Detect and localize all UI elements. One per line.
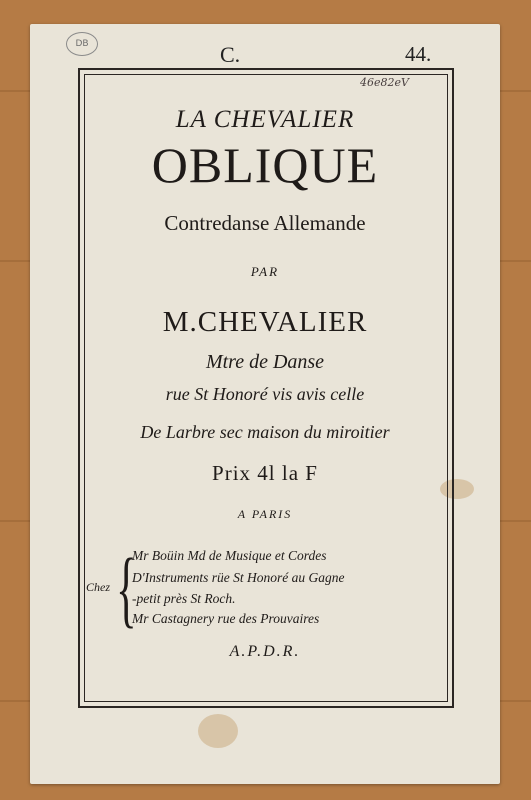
title-line-1: LA CHEVALIER bbox=[175, 106, 355, 133]
place: A PARIS bbox=[237, 507, 293, 521]
shelf-letter: C. bbox=[220, 42, 241, 67]
par-label: PAR bbox=[250, 264, 280, 279]
price: Prix 4l la F bbox=[212, 461, 318, 485]
sellers-label: Chez bbox=[86, 580, 110, 594]
address-line-1: rue St Honoré vis avis celle bbox=[165, 384, 365, 404]
author-name: M.CHEVALIER bbox=[162, 306, 368, 338]
library-stamp: DB bbox=[66, 32, 98, 56]
author-role: Mtre de Danse bbox=[205, 351, 325, 373]
seller-line: -petit près St Roch. bbox=[132, 591, 236, 606]
engraved-title-page bbox=[30, 24, 500, 784]
pencil-annotation: 46e82eV bbox=[360, 76, 409, 89]
page-number: 44. bbox=[405, 42, 432, 66]
privilege-mark: A.P.D.R. bbox=[229, 643, 301, 660]
seller-line: Mr Boüin Md de Musique et Cordes bbox=[132, 548, 327, 563]
brace-icon: { bbox=[116, 540, 137, 636]
address-line-2: De Larbre sec maison du miroitier bbox=[140, 422, 390, 442]
seller-line: D'Instruments rüe St Honoré au Gagne bbox=[132, 570, 345, 585]
seller-line: Mr Castagnery rue des Prouvaires bbox=[132, 611, 320, 626]
paper-stain bbox=[198, 714, 238, 748]
title-line-2: OBLIQUE bbox=[151, 137, 379, 193]
subtitle: Contredanse Allemande bbox=[164, 211, 366, 235]
